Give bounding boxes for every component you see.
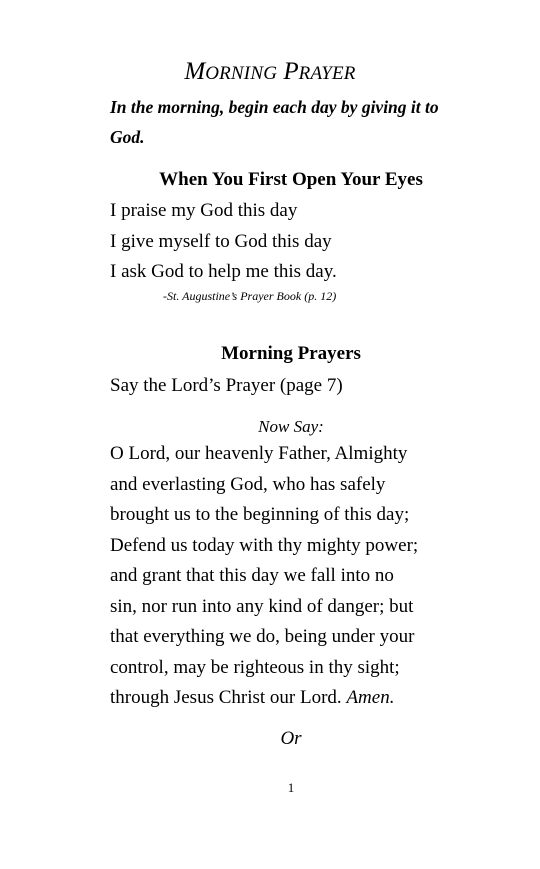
- prayer-line-5: and grant that this day we fall into no: [110, 565, 394, 586]
- now-say-label: Now Say:: [258, 417, 324, 436]
- prayer-final-text: through Jesus Christ our Lord.: [110, 687, 347, 708]
- page-number: 1: [287, 780, 295, 795]
- prayer-line-7: that everything we do, being under your: [110, 626, 415, 647]
- prayer-line-8: control, may be righteous in thy sight;: [110, 656, 400, 678]
- title-initial-m: M: [184, 58, 206, 85]
- intro-line-1: In the morning, begin each day by giving it to: [110, 97, 439, 117]
- prayer-line-4: Defend us today with thy mighty power;: [110, 534, 419, 556]
- prayer-line-1: O Lord, our heavenly Father, Almighty: [110, 443, 408, 464]
- prayer-line-6: sin, nor run into any kind of danger; but: [110, 595, 414, 617]
- praise-line-1: I praise my God this day: [110, 200, 298, 221]
- prayer-line-2: and everlasting God, who has safely: [110, 473, 386, 495]
- section-heading-morning-prayers: Morning Prayers: [221, 343, 361, 364]
- citation: -St. Augustine’s Prayer Book (p. 12): [163, 289, 337, 303]
- instruction-line: [110, 371, 490, 402]
- page-title: [0, 57, 540, 89]
- prayer-line-3: brought us to the beginning of this day;: [110, 504, 410, 525]
- intro-line-2: God.: [110, 127, 145, 147]
- title-rest-rayer: RAYER: [298, 63, 356, 84]
- praise-lines: [110, 196, 490, 288]
- praise-line-2: I give myself to God this day: [110, 230, 332, 252]
- intro-text: [110, 92, 450, 152]
- praise-line-3: I ask God to help me this day.: [110, 261, 337, 282]
- section-heading-open-eyes: When You First Open Your Eyes: [159, 169, 423, 190]
- prayer-line-9: [110, 683, 490, 714]
- prayer-body: [110, 439, 490, 714]
- amen-text: Amen.: [346, 687, 395, 708]
- or-label: Or: [280, 728, 302, 749]
- lords-prayer-instruction: Say the Lord’s Prayer (page 7): [110, 375, 343, 396]
- title-rest-orning: ORNING: [205, 63, 278, 84]
- title-initial-p: P: [283, 58, 299, 85]
